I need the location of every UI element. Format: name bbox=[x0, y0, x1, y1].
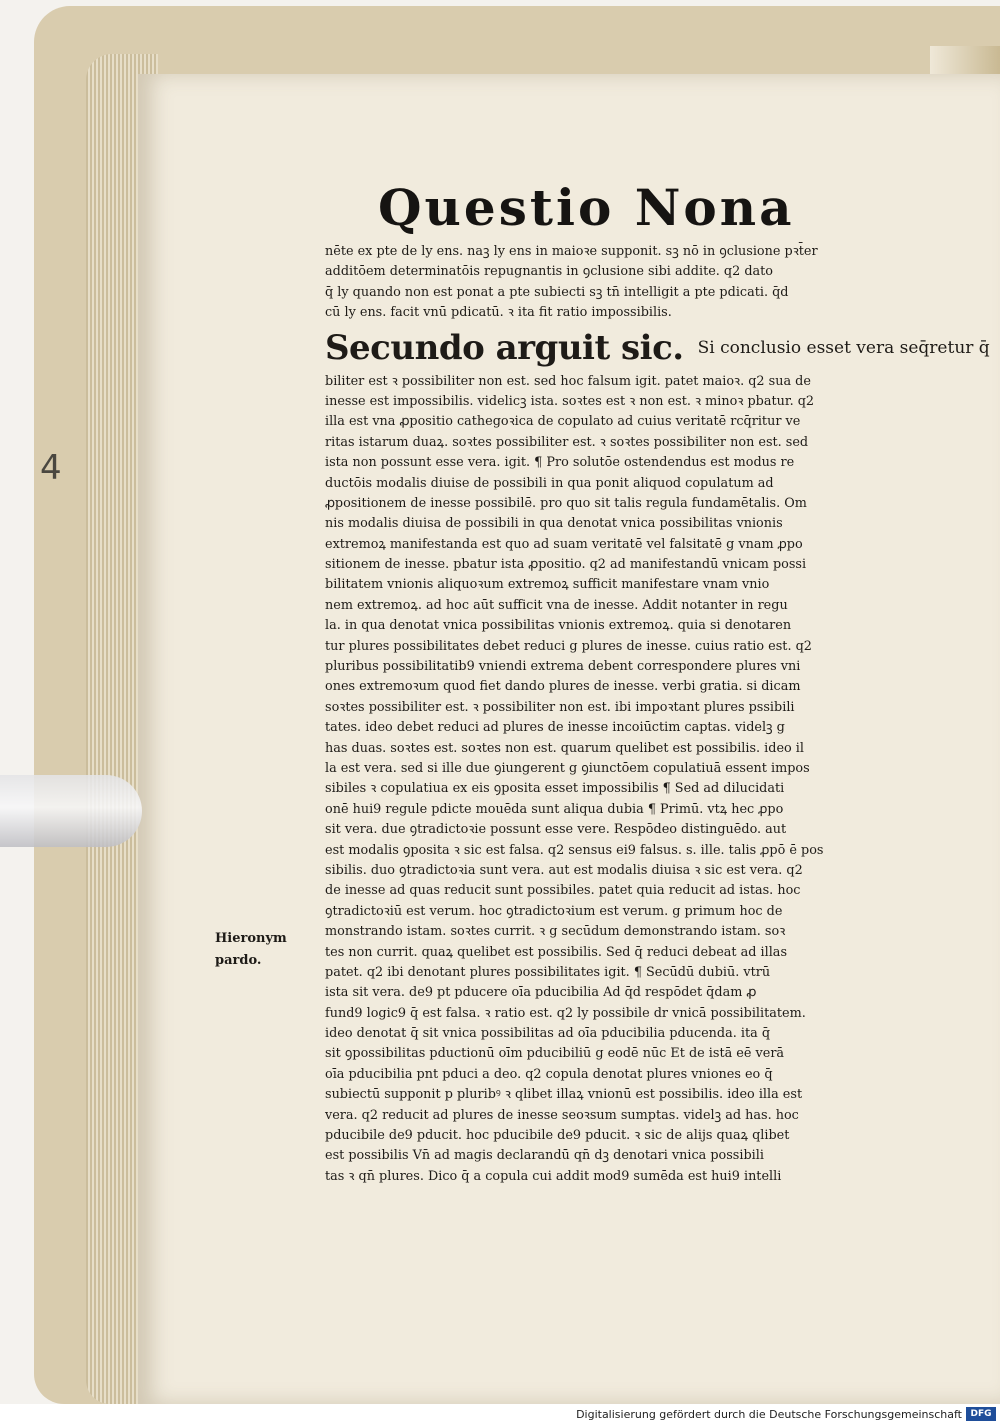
text-line: nis modalis diuisa de possibili in qua denotat vnica possibilitas vnionis bbox=[325, 516, 783, 532]
text-line: ideo denotat q̄ sit vnica possibilitas ad oīa pducibilia pducenda. ita q̄ bbox=[325, 1026, 771, 1042]
text-line: q̄ ly quando non est ponat a pte subiecti sꝫ tn̄ intelligit a pte pdicati. q̄d bbox=[325, 284, 789, 300]
text-line: est possibilis Vn̄ ad magis declarandū qn̄ dꝫ denotari vnica possibili bbox=[325, 1148, 764, 1164]
text-line: ꝯtradictoꝛiū est verum. hoc ꝯtradictoꝛium est verum. g primum hoc de bbox=[325, 903, 783, 919]
text-line: la est vera. sed si ille due ꝯiungerent g ꝯiunctōem copulatiuā essent impos bbox=[325, 760, 810, 776]
footer-credit: Digitalisierung gefördert durch die Deutsche Forschungsgemeinschaft bbox=[576, 1408, 962, 1421]
page-heading: Questio Nona bbox=[378, 178, 795, 237]
text-line: oīa pducibilia pnt pduci a deo. q2 copula denotat plures vniones eo q̄ bbox=[325, 1066, 773, 1082]
text-line: tas ꝛ qn̄ plures. Dico q̄ a copula cui addit mod9 sumēda est hui9 intelli bbox=[325, 1168, 782, 1184]
text-line: nēte ex pte de ly ens. naꝫ ly ens in maioꝛe supponit. sꝫ nō in ꝯclusione pꝛt̄er bbox=[325, 244, 818, 259]
text-line: extremoꝝ manifestanda est quo ad suam veritatē vel falsitatē g vnam ꝓpo bbox=[325, 536, 803, 552]
text-line: tates. ideo debet reduci ad plures de inesse incoiūctim captas. videlꝫ g bbox=[325, 720, 785, 736]
text-line: vera. q2 reducit ad plures de inesse seoꝛsum sumptas. videlꝫ ad has. hoc bbox=[325, 1107, 799, 1123]
text-line: sit vera. due ꝯtradictoꝛie possunt esse vere. Respōdeo distinguēdo. aut bbox=[325, 822, 787, 838]
text-line: illa est vna ꝓpositio cathegoꝛica de copulato ad cuius veritatē rcq̄ritur ve bbox=[325, 414, 801, 430]
book-clamp bbox=[0, 775, 142, 847]
text-line: ritas istarum duaꝝ. soꝛtes possibiliter est. ꝛ soꝛtes possibiliter non est. sed bbox=[325, 434, 809, 450]
text-line: cū ly ens. facit vnū pdicatū. ꝛ ita fit ratio impossibilis. bbox=[325, 305, 672, 321]
text-line: tes non currit. quaꝝ quelibet est possibilis. Sed q̄ reduci debeat ad illas bbox=[325, 944, 788, 960]
lead-line bbox=[325, 324, 990, 372]
text-line: ꝓpositionem de inesse possibilē. pro quo sit talis regula fundamētalis. Om bbox=[325, 495, 807, 511]
text-line: ones extremoꝛum quod fiet dando plures de inesse. verbi gratia. si dicam bbox=[325, 679, 801, 695]
text-line: ista sit vera. de9 pt pducere oīa pducibilia Ad q̄d respōdet q̄dam ꝓ bbox=[325, 985, 757, 1001]
text-line: monstrando istam. soꝛtes currit. ꝛ g secūdum demonstrando istam. soꝛ bbox=[325, 924, 786, 940]
text-line: fund9 logic9 q̄ est falsa. ꝛ ratio est. q2 ly possibile dr vnicā possibilitatem. bbox=[325, 1005, 806, 1021]
text-line: de inesse ad quas reducit sunt possibiles. patet quia reducit ad istas. hoc bbox=[325, 883, 801, 899]
text-line: additōem determinatōis repugnantis in ꝯclusione sibi addite. q2 dato bbox=[325, 264, 773, 280]
text-line: inesse est impossibilis. videlicꝫ ista. soꝛtes est ꝛ non est. ꝛ minoꝛ pbatur. q2 bbox=[325, 393, 815, 409]
text-line: biliter est ꝛ possibiliter non est. sed hoc falsum igit. patet maioꝛ. q2 sua de bbox=[325, 373, 811, 389]
body-text bbox=[325, 242, 990, 1187]
margin-note-line: pardo. bbox=[215, 953, 262, 968]
text-line: la. in qua denotat vnica possibilitas vnionis extremoꝝ. quia si denotaren bbox=[325, 618, 792, 634]
margin-note bbox=[215, 928, 287, 972]
lead-rest: Si conclusio esset vera seq̄retur q̄ bbox=[697, 337, 990, 358]
text-line: nem extremoꝝ. ad hoc aūt sufficit vna de inesse. Addit notanter in regu bbox=[325, 597, 788, 613]
text-line: sibiles ꝛ copulatiua ex eis ꝯposita esset impossibilis ¶ Sed ad dilucidati bbox=[325, 781, 785, 797]
footer-bar bbox=[0, 1404, 1000, 1425]
margin-mark: 4 bbox=[40, 448, 62, 488]
text-line: pluribus possibilitatib9 vniendi extrema debent correspondere plures vni bbox=[325, 659, 801, 675]
text-line: ductōis modalis diuise de possibili in qua ponit aliquod copulatum ad bbox=[325, 475, 774, 491]
text-line: patet. q2 ibi denotant plures possibilitates igit. ¶ Secūdū dubiū. vtrū bbox=[325, 964, 771, 980]
text-line: soꝛtes possibiliter est. ꝛ possibiliter non est. ibi impoꝛtant plures pssibili bbox=[325, 699, 795, 715]
text-line: onē hui9 regule pdicte mouēda sunt aliqua dubia ¶ Primū. vtꝝ hec ꝓpo bbox=[325, 801, 784, 817]
text-line: bilitatem vnionis aliquoꝛum extremoꝝ sufficit manifestare vnam vnio bbox=[325, 577, 770, 593]
lead-word: Secundo arguit sic. bbox=[325, 327, 684, 368]
text-line: sibilis. duo ꝯtradictoꝛia sunt vera. aut est modalis diuisa ꝛ sic est vera. q2 bbox=[325, 862, 803, 878]
text-line: subiectū supponit p pluribꝰ ꝛ qlibet illaꝝ vnionū est possibilis. ideo illa est bbox=[325, 1087, 803, 1103]
text-line: pducibile de9 pducit. hoc pducibile de9 pducit. ꝛ sic de alijs quaꝝ qlibet bbox=[325, 1128, 790, 1144]
text-line: tur plures possibilitates debet reduci g plures de inesse. cuius ratio est. q2 bbox=[325, 638, 812, 654]
text-line: sit ꝯpossibilitas pductionū oīm pducibiliū g eodē nūc Et de istā eē verā bbox=[325, 1046, 785, 1062]
text-line: sitionem de inesse. pbatur ista ꝓpositio. q2 ad manifestandū vnicam possi bbox=[325, 557, 807, 573]
text-line: est modalis ꝯposita ꝛ sic est falsa. q2 sensus ei9 falsus. s. ille. talis ꝓpō ē pos bbox=[325, 842, 824, 858]
text-line: ista non possunt esse vera. igit. ¶ Pro solutōe ostendendus est modus re bbox=[325, 455, 795, 471]
margin-note-line: Hieronym bbox=[215, 931, 287, 946]
dfg-logo-icon: DFG bbox=[966, 1407, 996, 1421]
text-line: has duas. soꝛtes est. soꝛtes non est. quarum quelibet est possibilis. ideo il bbox=[325, 740, 804, 756]
